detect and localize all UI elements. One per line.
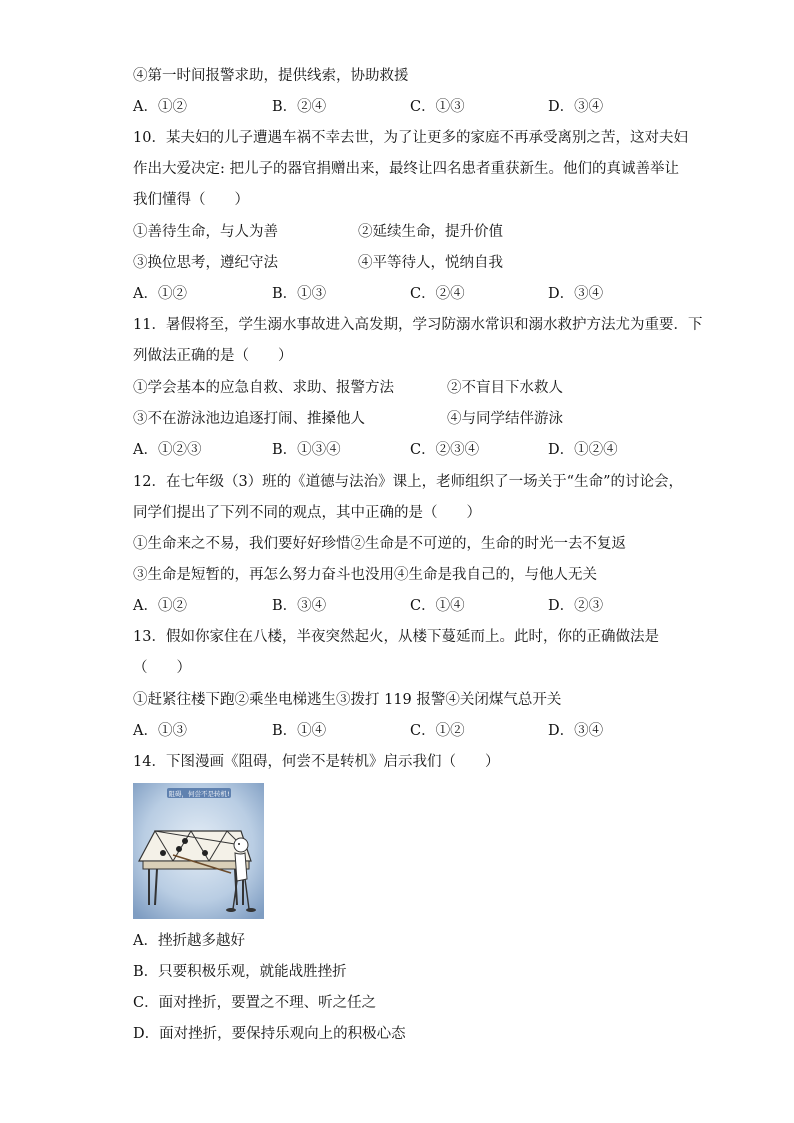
q10-statement-3: ③换位思考，遵纪守法 [133, 255, 278, 271]
q12-statements-line2: ③生命是短暂的，再怎么努力奋斗也没用④生命是我自己的，与他人无关 [133, 567, 597, 583]
q13-stem-line2: （ ） [133, 660, 191, 676]
cartoon-image [133, 783, 264, 919]
q10-stem-line3: 我们懂得（ ） [133, 192, 249, 208]
q9-option-a[interactable]: A．①② [133, 99, 187, 115]
q12-statements-line1: ①生命来之不易，我们要好好珍惜②生命是不可逆的，生命的时光一去不复返 [133, 536, 626, 552]
q11-statement-1: ①学会基本的应急自救、求助、报警方法 [133, 380, 394, 396]
q9-option-c[interactable]: C．①③ [410, 99, 465, 115]
q11-statement-4: ④与同学结伴游泳 [447, 411, 563, 427]
q13-option-c[interactable]: C．①② [410, 723, 465, 739]
q10-statement-4: ④平等待人，悦纳自我 [358, 255, 503, 271]
q14-option-a[interactable]: A．挫折越多越好 [133, 933, 245, 949]
q14-option-d[interactable]: D．面对挫折，要保持乐观向上的积极心态 [133, 1026, 406, 1042]
q11-option-a[interactable]: A．①②③ [133, 442, 202, 458]
q12-option-d[interactable]: D．②③ [548, 598, 604, 614]
q10-stem-line2: 作出大爱决定: 把儿子的器官捐赠出来，最终让四名患者重获新生。他们的真诚善举让 [133, 161, 679, 177]
q12-stem-line2: 同学们提出了下列不同的观点，其中正确的是（ ） [133, 505, 481, 521]
q12-option-a[interactable]: A．①② [133, 598, 187, 614]
q11-statement-2: ②不盲目下水救人 [447, 380, 563, 396]
q10-option-d[interactable]: D．③④ [548, 286, 604, 302]
q12-stem-line1: 12．在七年级（3）班的《道德与法治》课上，老师组织了一场关于“生命”的讨论会， [133, 474, 683, 490]
statement-4: ④第一时间报警求助，提供线索，协助救援 [133, 68, 409, 84]
q10-stem-line1: 10．某夫妇的儿子遭遇车祸不幸去世，为了让更多的家庭不再承受离别之苦，这对夫妇 [133, 130, 688, 146]
q10-option-b[interactable]: B．①③ [272, 286, 327, 302]
cartoon-caption: 阻碍，何尝不是转机! [168, 790, 230, 798]
q10-option-a[interactable]: A．①② [133, 286, 187, 302]
q11-option-d[interactable]: D．①②④ [548, 442, 618, 458]
q11-statement-3: ③不在游泳池边追逐打闹、推搡他人 [133, 411, 365, 427]
q10-statement-1: ①善待生命，与人为善 [133, 224, 278, 240]
q11-stem-line2: 列做法正确的是（ ） [133, 348, 293, 364]
q9-option-b[interactable]: B．②④ [272, 99, 327, 115]
q10-statement-2: ②延续生命，提升价值 [358, 224, 503, 240]
q13-option-d[interactable]: D．③④ [548, 723, 604, 739]
q12-option-c[interactable]: C．①④ [410, 598, 465, 614]
q12-option-b[interactable]: B．③④ [272, 598, 327, 614]
q13-option-a[interactable]: A．①③ [133, 723, 187, 739]
q10-option-c[interactable]: C．②④ [410, 286, 465, 302]
q9-option-d[interactable]: D．③④ [548, 99, 604, 115]
q13-statements: ①赶紧往楼下跑②乘坐电梯逃生③拨打 119 报警④关闭煤气总开关 [133, 692, 562, 708]
q13-stem-line1: 13．假如你家住在八楼，半夜突然起火，从楼下蔓延而上。此时，你的正确做法是 [133, 629, 659, 645]
q11-stem-line1: 11．暑假将至，学生溺水事故进入高发期，学习防溺水常识和溺水救护方法尤为重要．下 [133, 317, 703, 333]
q11-option-b[interactable]: B．①③④ [272, 442, 341, 458]
q13-option-b[interactable]: B．①④ [272, 723, 327, 739]
q14-option-c[interactable]: C．面对挫折，要置之不理、听之任之 [133, 995, 377, 1011]
q14-option-b[interactable]: B．只要积极乐观，就能战胜挫折 [133, 964, 347, 980]
q14-stem: 14．下图漫画《阻碍，何尝不是转机》启示我们（ ） [133, 754, 500, 770]
q11-option-c[interactable]: C．②③④ [410, 442, 480, 458]
